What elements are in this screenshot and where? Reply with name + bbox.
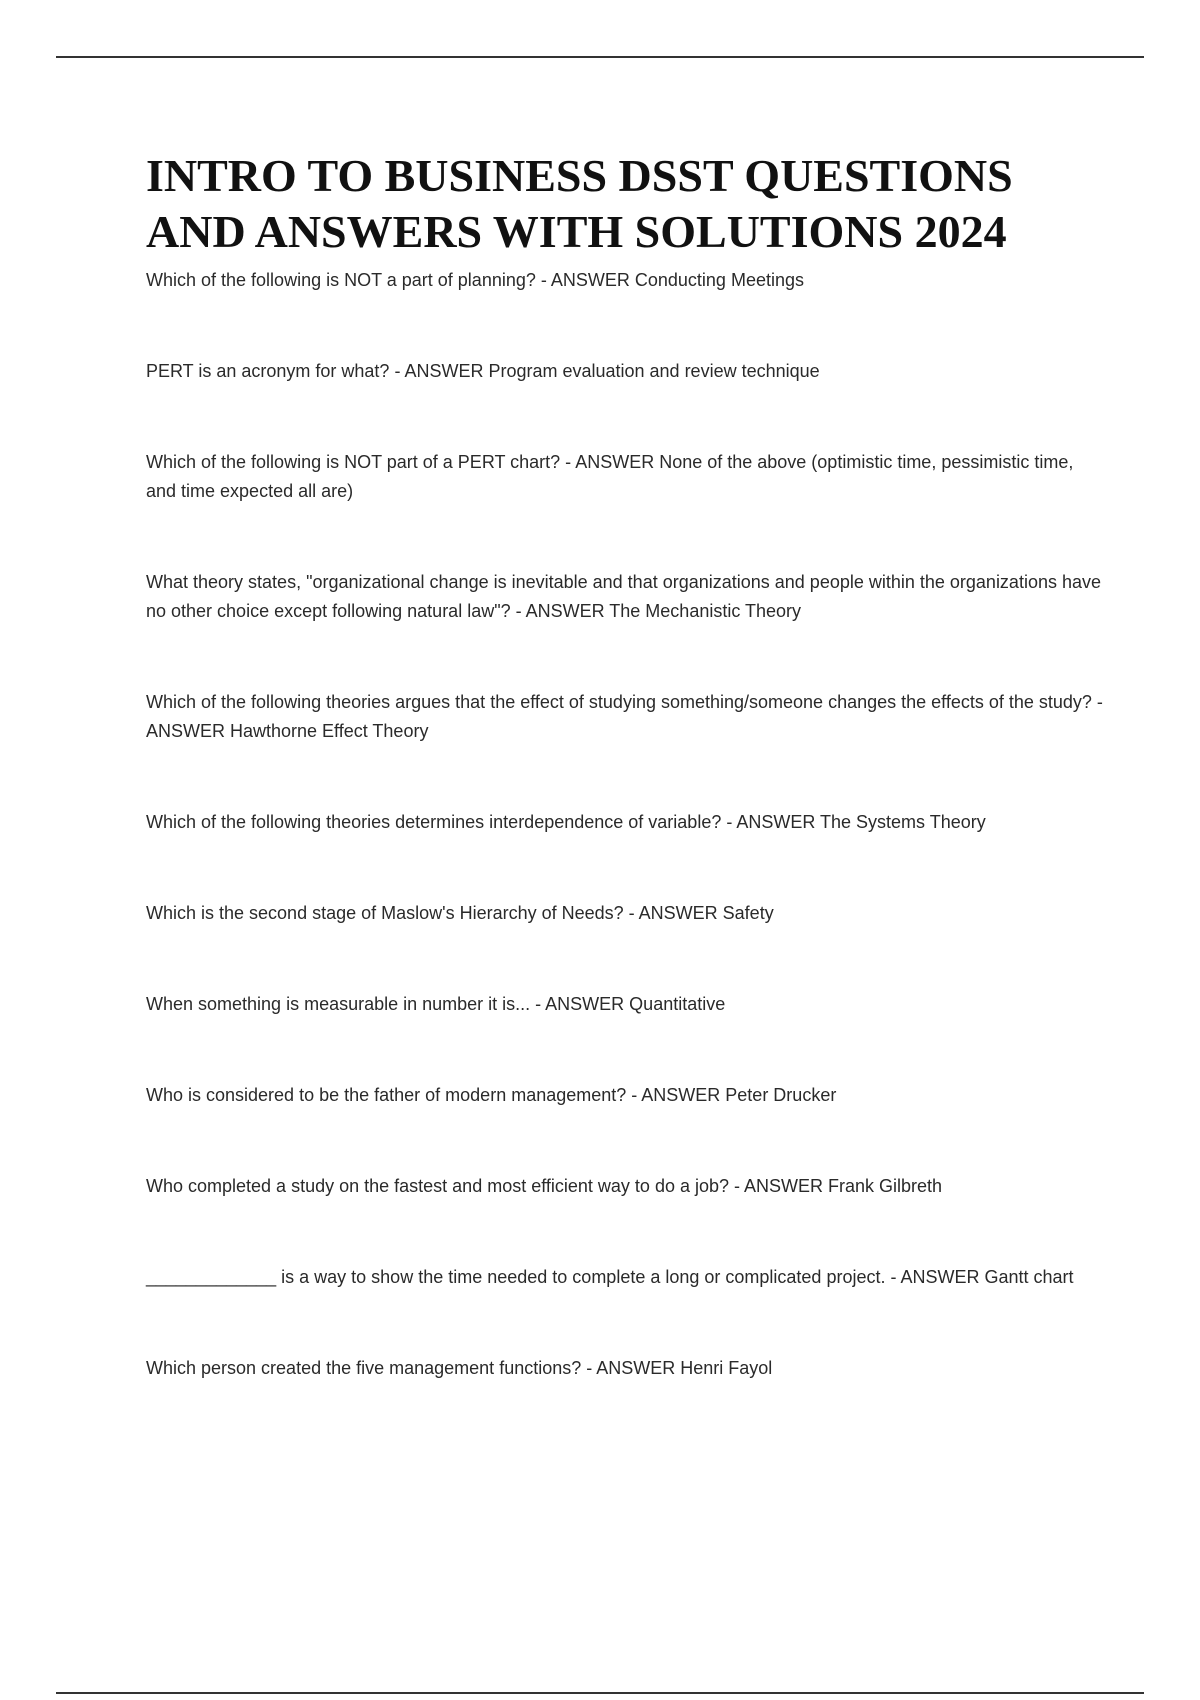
qa-item: PERT is an acronym for what? - ANSWER Program evaluation and review technique [146, 361, 820, 381]
document-page [146, 148, 1106, 1383]
qa-item: Which of the following theories argues that the effect of studying something/someone changes the effects of the study? - ANSWER Hawthorne Effect Theory [146, 692, 1103, 741]
qa-item: _____________ is a way to show the time needed to complete a long or complicated project. - ANSWER Gantt chart [146, 1267, 1074, 1287]
document-title [146, 148, 1106, 260]
qa-item: What theory states, "organizational change is inevitable and that organizations and people within the organizations have no other choice except following natural law"? - ANSWER The Mechanistic Theory [146, 572, 1102, 621]
bottom-divider [56, 1692, 1144, 1694]
title-line-2: AND ANSWERS WITH SOLUTIONS 2024 [146, 206, 1007, 257]
qa-item: Which is the second stage of Maslow's Hierarchy of Needs? - ANSWER Safety [146, 903, 774, 923]
top-divider [56, 56, 1144, 58]
qa-item: Which of the following is NOT a part of planning? - ANSWER Conducting Meetings [146, 270, 804, 290]
qa-item: Who is considered to be the father of modern management? - ANSWER Peter Drucker [146, 1085, 837, 1105]
qa-item: Who completed a study on the fastest and most efficient way to do a job? - ANSWER Frank Gilbreth [146, 1176, 943, 1196]
qa-item: Which person created the five management functions? - ANSWER Henri Fayol [146, 1358, 773, 1378]
qa-item: When something is measurable in number it is... - ANSWER Quantitative [146, 994, 726, 1014]
qa-list [146, 266, 1106, 1383]
qa-item: Which of the following theories determines interdependence of variable? - ANSWER The Systems Theory [146, 812, 986, 832]
title-line-1: INTRO TO BUSINESS DSST QUESTIONS [146, 150, 1013, 201]
qa-item: Which of the following is NOT part of a PERT chart? - ANSWER None of the above (optimistic time, pessimistic time, and time expected all are) [146, 452, 1074, 501]
